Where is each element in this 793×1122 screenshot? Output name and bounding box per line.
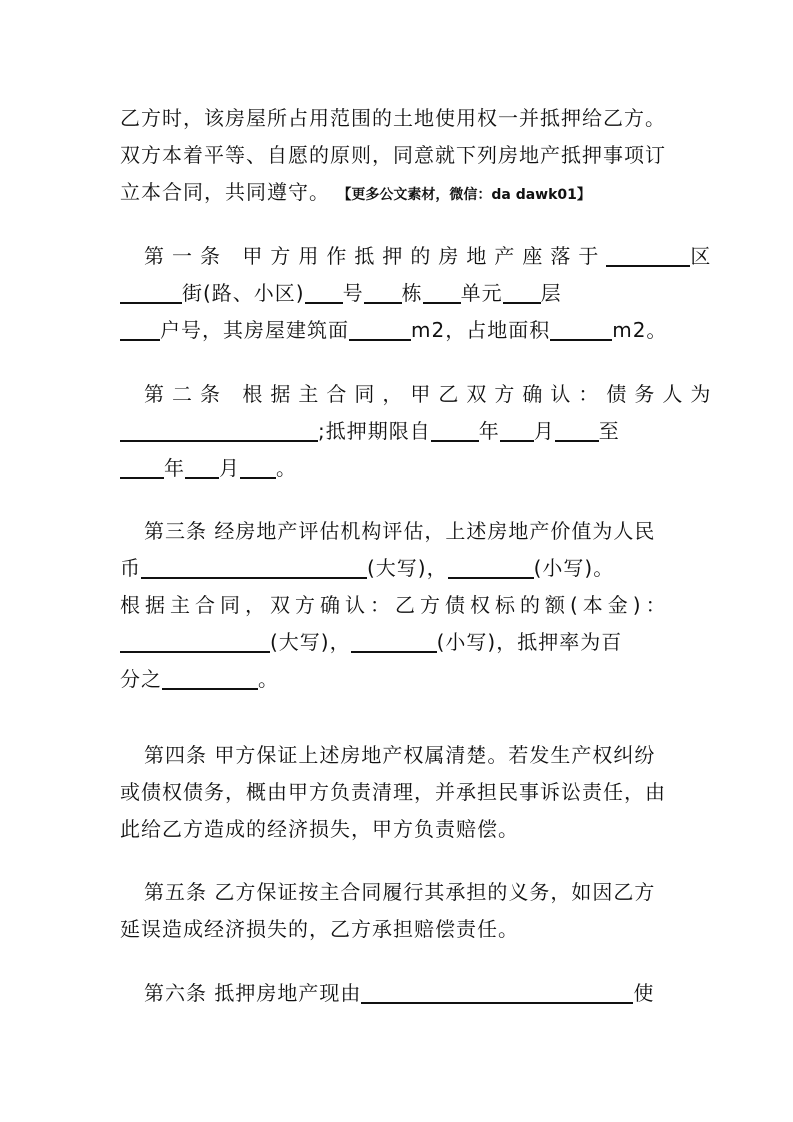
article-5-line-2: 延误造成经济损失的，乙方承担赔偿责任。 — [120, 917, 519, 941]
street-label: 街(路、小区) — [182, 281, 305, 305]
building-blank — [364, 278, 402, 304]
article-4-line-2: 或债权债务，概由甲方负责清理，并承担民事诉讼责任，由 — [120, 780, 666, 804]
principal-uppercase-blank — [120, 627, 270, 653]
article-4-line-1: 第四条 甲方保证上述房地产权属清楚。若发生产权纠纷 — [144, 743, 656, 767]
debtor-blank — [120, 416, 318, 442]
to-label: 至 — [598, 419, 620, 443]
article-3-line-2 — [120, 550, 673, 587]
intro-line-3 — [120, 174, 673, 211]
intro-line-1: 乙方时，该房屋所占用范围的土地使用权一并抵押给乙方。 — [120, 106, 666, 130]
article-3 — [120, 513, 673, 698]
start-month-label: 月 — [533, 419, 555, 443]
article-1-text-1: 第一条 甲方用作抵押的房地产座落于 — [144, 244, 607, 268]
building-area-label: 户号，其房屋建筑面 — [160, 318, 349, 342]
article-3-text-3: 根据主合同，双方确认：乙方债权标的额(本金)： — [120, 593, 671, 617]
article-4 — [120, 737, 673, 848]
mortgage-rate-label: (小写)，抵押率为百 — [436, 630, 623, 654]
lowercase-label: (小写)。 — [533, 556, 615, 580]
principal-lowercase-blank — [351, 627, 437, 653]
end-year-label: 年 — [164, 456, 185, 480]
intro-line-3-text: 立本合同，共同遵守。 — [120, 180, 330, 204]
article-6-line-1 — [120, 975, 673, 1012]
end-year-blank — [120, 453, 164, 479]
floor-blank — [503, 278, 541, 304]
location-blank — [606, 241, 690, 267]
article-2-line-1 — [120, 376, 719, 413]
intro-paragraph — [120, 100, 673, 211]
start-day-blank — [555, 416, 599, 442]
article-3-line-1 — [120, 513, 673, 550]
number-label: 号 — [342, 281, 364, 305]
article-4-line-3: 此给乙方造成的经济损失，甲方负责赔偿。 — [120, 817, 519, 841]
end-day-blank — [240, 453, 276, 479]
article-6 — [120, 975, 673, 1012]
start-year-label: 年 — [478, 419, 500, 443]
article-2 — [120, 376, 719, 487]
term-label: ;抵押期限自 — [318, 419, 431, 443]
article-3-text-1: 第三条 经房地产评估机构评估，上述房地产价值为人民 — [144, 519, 656, 543]
district-label: 区 — [690, 244, 712, 268]
article-3-end: 。 — [258, 667, 279, 691]
area-unit-end: m2。 — [612, 318, 668, 342]
building-area-blank — [349, 315, 411, 341]
room-blank — [120, 315, 160, 341]
article-3-line-3 — [120, 587, 673, 624]
article-1-line-1 — [120, 238, 712, 275]
article-2-text-1: 第二条 根据主合同，甲乙双方确认：债务人为 — [144, 382, 719, 406]
end-month-label: 月 — [219, 456, 240, 480]
article-2-end: 。 — [276, 456, 297, 480]
number-blank — [305, 278, 343, 304]
uppercase-label: (大写)， — [367, 556, 448, 580]
article-1 — [120, 238, 712, 349]
percent-blank — [162, 664, 258, 690]
value-lowercase-blank — [448, 553, 534, 579]
start-year-blank — [431, 416, 479, 442]
article-3-line-5 — [120, 661, 673, 698]
land-area-blank — [550, 315, 612, 341]
article-2-line-3 — [120, 450, 673, 487]
value-uppercase-blank — [141, 553, 367, 579]
start-month-blank — [500, 416, 534, 442]
unit-label: 单元 — [460, 281, 503, 305]
article-6-text-1: 第六条 抵押房地产现由 — [144, 981, 362, 1005]
percent-label: 分之 — [120, 667, 162, 691]
article-1-line-2 — [120, 275, 673, 312]
article-1-line-3 — [120, 312, 673, 349]
article-5 — [120, 874, 673, 948]
promo-note: 【更多公文素材，微信：da dawk01】 — [337, 187, 591, 203]
article-6-continue: 使 — [633, 981, 655, 1005]
end-month-blank — [185, 453, 219, 479]
unit-blank — [423, 278, 461, 304]
article-3-line-4 — [120, 624, 673, 661]
floor-label: 层 — [540, 281, 562, 305]
building-label: 栋 — [401, 281, 423, 305]
article-5-line-1: 第五条 乙方保证按主合同履行其承担的义务，如因乙方 — [144, 880, 656, 904]
principal-uppercase-label: (大写)， — [270, 630, 351, 654]
street-blank — [120, 278, 182, 304]
currency-label: 币 — [120, 556, 141, 580]
intro-line-2: 双方本着平等、自愿的原则，同意就下列房地产抵押事项订 — [120, 143, 666, 167]
article-2-line-2 — [120, 413, 673, 450]
occupant-blank — [361, 978, 633, 1004]
land-area-label: m2，占地面积 — [411, 318, 551, 342]
